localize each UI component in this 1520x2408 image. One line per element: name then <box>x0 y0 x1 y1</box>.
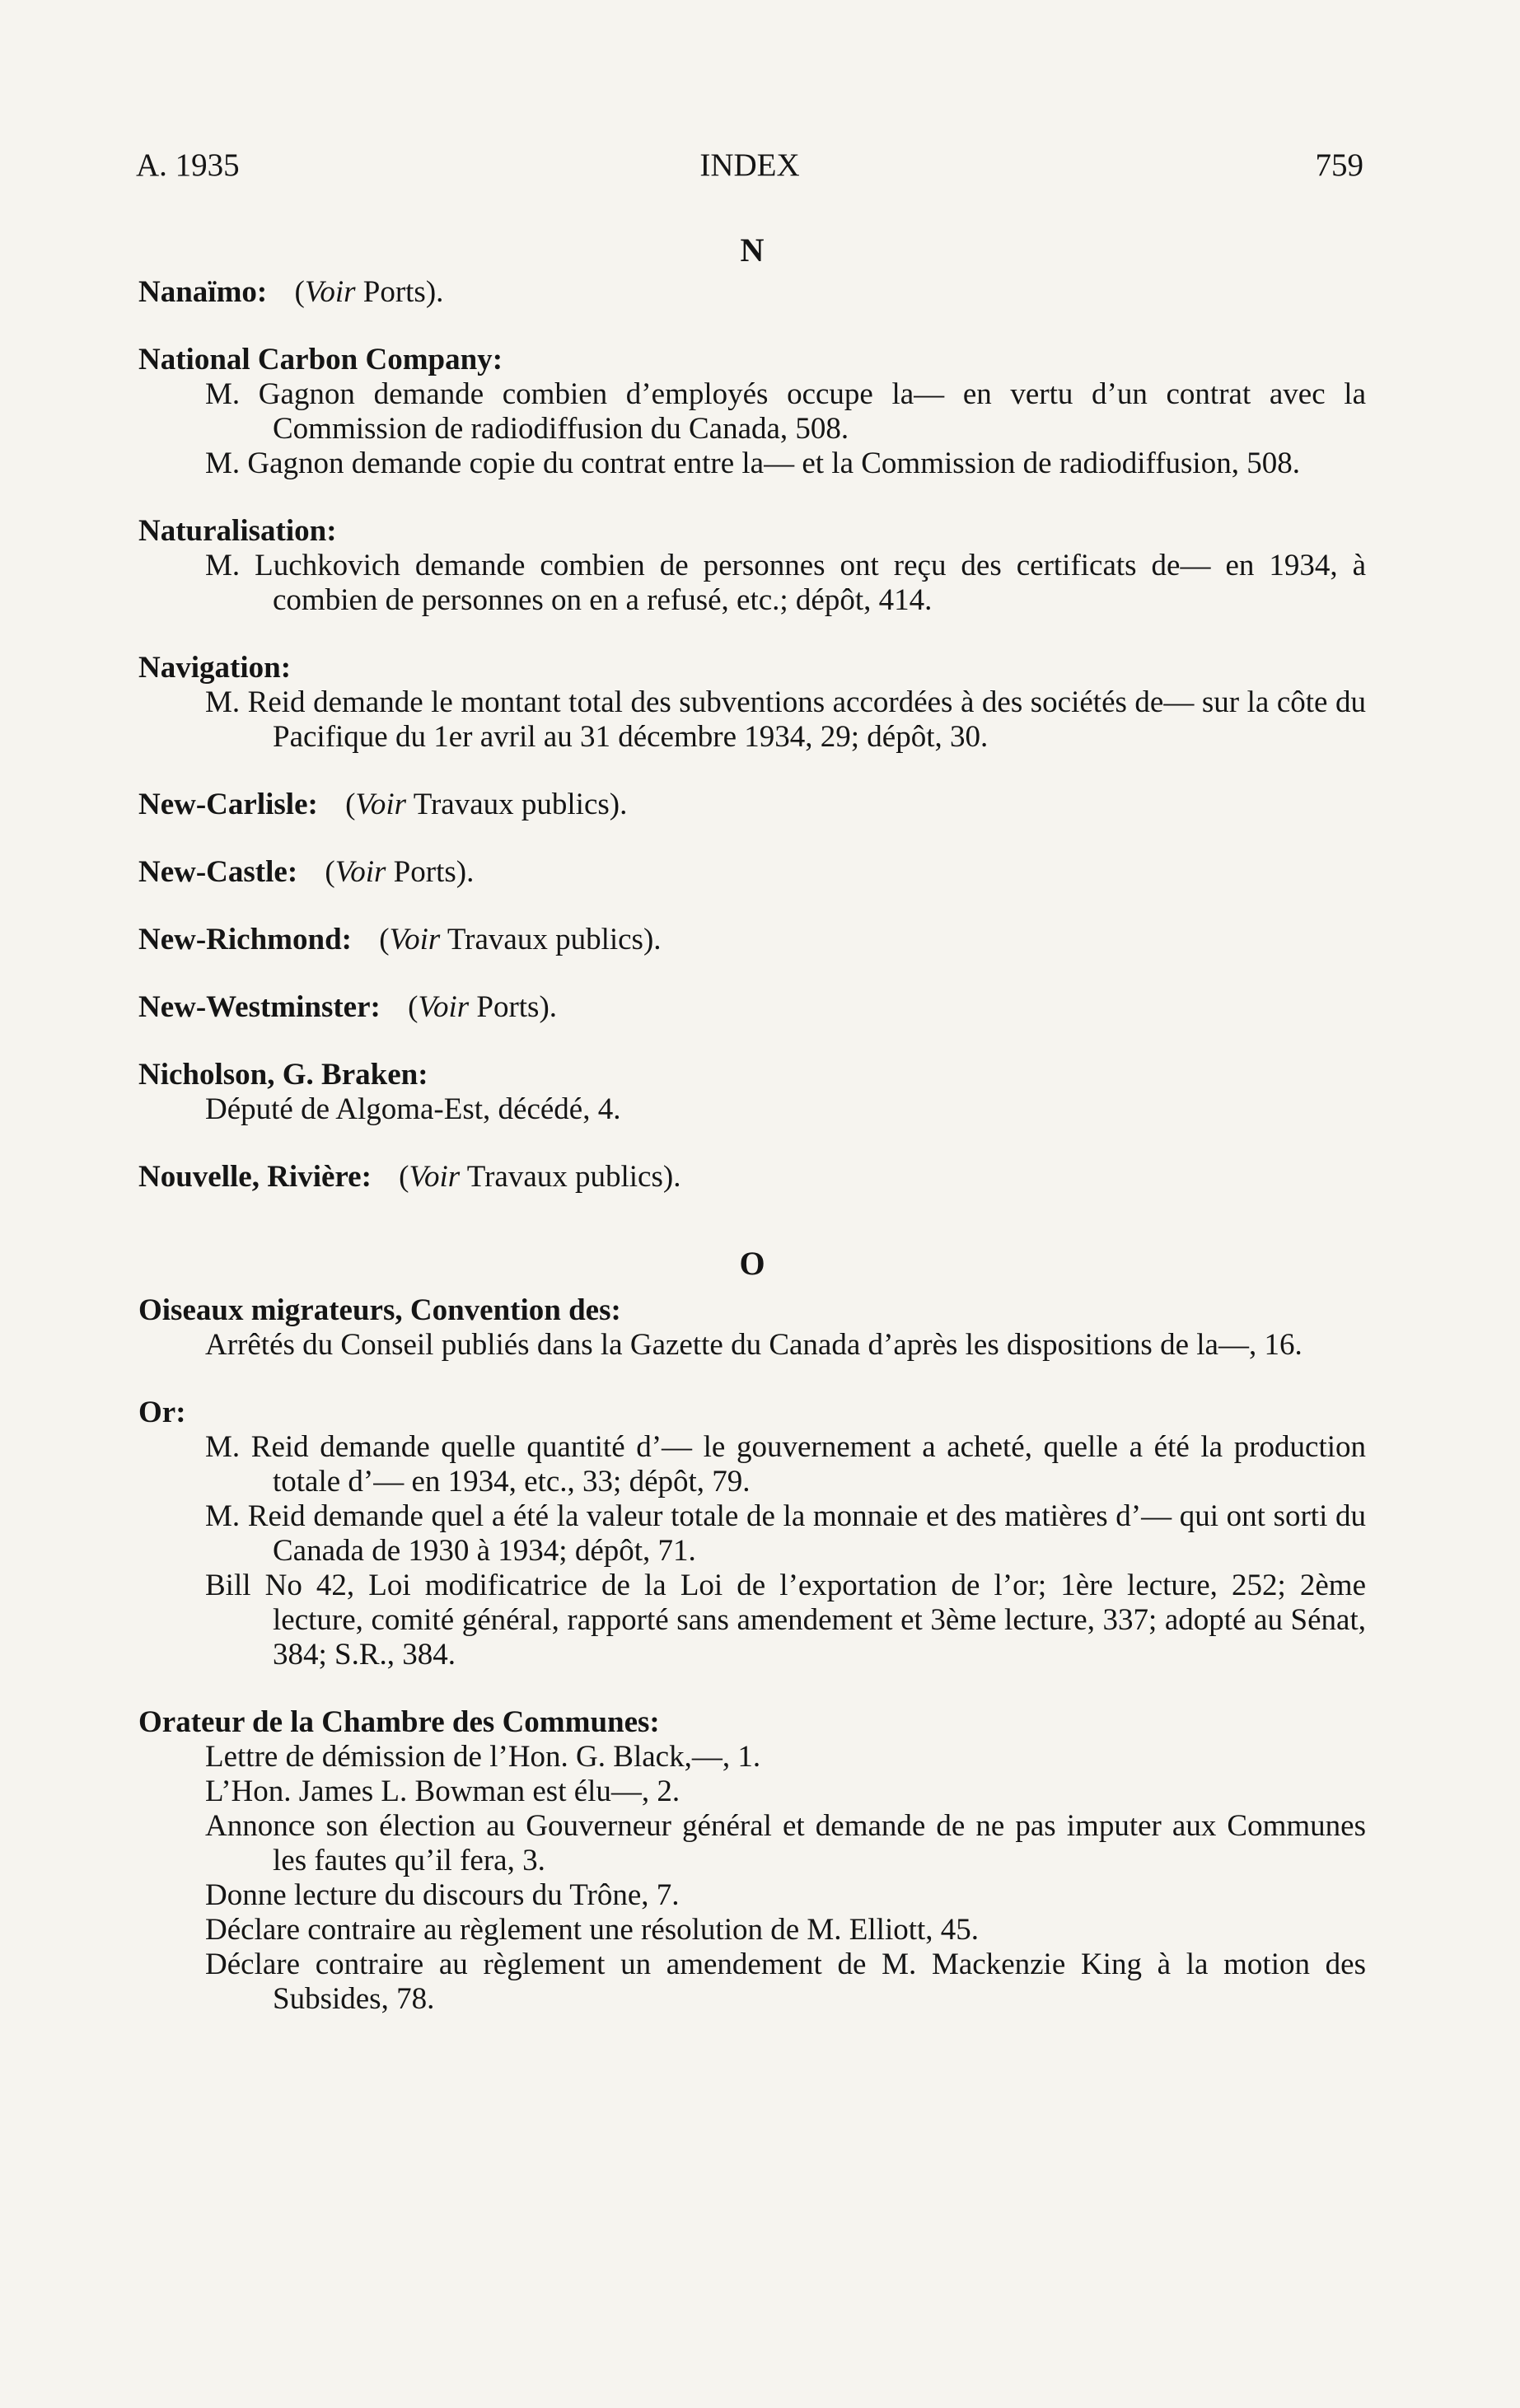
index-entry-navigation: Navigation: M. Reid demande le montant total des subventions accordées à des sociétés de— sur la côte du Pacifique du 1er avril au 31 décembre 1934, 29; dépôt, 30. <box>138 651 1366 754</box>
sub-entry: M. Reid demande le montant total des subventions accordées à des sociétés de— sur la côte du Pacifique du 1er avril au 31 décembre 1934, 29; dépôt, 30. <box>205 685 1366 754</box>
entry-heading: Or <box>138 1396 176 1429</box>
see-reference: (Voir Travaux publics). <box>399 1160 681 1194</box>
entry-heading: New-Castle <box>138 855 288 889</box>
sub-entry: Donne lecture du discours du Trône, 7. <box>205 1878 680 1912</box>
index-entry-oiseaux-migrateurs: Oiseaux migrateurs, Convention des: Arrêtés du Conseil publiés dans la Gazette du Canada d’après les dispositions de la—, 16. <box>138 1293 1366 1363</box>
header-year: A. 1935 <box>136 147 240 183</box>
index-entry-naturalisation: Naturalisation: M. Luchkovich demande combien de personnes ont reçu des certificats de— en 1934, à combien de personnes on en a refusé, etc.; dépôt, 414. <box>138 514 1366 617</box>
sub-entry: Député de Algoma-Est, décédé, 4. <box>205 1092 621 1126</box>
index-entry-new-richmond: New-Richmond: (Voir Travaux publics). <box>138 923 662 956</box>
sub-entry: Déclare contraire au règlement un amendement de M. Mackenzie King à la motion des Subsides, 78. <box>205 1947 1366 2016</box>
see-reference: (Voir Travaux publics). <box>345 788 628 821</box>
sub-entry: M. Reid demande quelle quantité d’— le gouvernement a acheté, quelle a été la production totale d’— en 1934, etc., 33; dépôt, 79. <box>205 1430 1366 1499</box>
sub-entry: M. Gagnon demande combien d’employés occupe la— en vertu d’un contrat avec la Commission de radiodiffusion du Canada, 508. <box>205 377 1366 446</box>
entry-heading: Nicholson, G. Braken <box>138 1058 419 1092</box>
sub-entry: M. Reid demande quel a été la valeur totale de la monnaie et des matières d’— qui ont sorti du Canada de 1930 à 1934; dépôt, 71. <box>205 1499 1366 1568</box>
index-entry-new-castle: New-Castle: (Voir Ports). <box>138 855 475 889</box>
page-header <box>136 147 1363 196</box>
entry-heading: Nanaïmo <box>138 275 257 309</box>
sub-entry: M. Luchkovich demande combien de personnes ont reçu des certificats de— en 1934, à combien de personnes on en a refusé, etc.; dépôt, 414. <box>205 549 1366 617</box>
entry-heading: New-Richmond <box>138 923 342 956</box>
page-number: 759 <box>1315 147 1363 183</box>
entry-heading: Oiseaux migrateurs, Convention des <box>138 1293 611 1327</box>
section-letter-o: O <box>739 1245 765 1282</box>
index-entry-new-westminster: New-Westminster: (Voir Ports). <box>138 990 558 1024</box>
index-content <box>138 232 1366 2017</box>
index-entry-national-carbon: National Carbon Company: M. Gagnon demande combien d’employés occupe la— en vertu d’un contrat avec la Commission de radiodiffusion du Canada, 508. M. Gagnon demande copie du contrat entre la— et la Commission de radiodiffusion, 508. <box>138 343 1366 480</box>
entry-heading: New-Carlisle <box>138 788 308 821</box>
entry-heading: Navigation <box>138 651 281 685</box>
sub-entry: Arrêtés du Conseil publiés dans la Gazette du Canada d’après les dispositions de la—, 16. <box>205 1328 1303 1362</box>
sub-entry: Annonce son élection au Gouverneur général et demande de ne pas imputer aux Communes les fautes qu’il fera, 3. <box>205 1809 1366 1877</box>
header-title: INDEX <box>699 147 800 183</box>
index-entry-or: Or: M. Reid demande quelle quantité d’— le gouvernement a acheté, quelle a été la production totale d’— en 1934, etc., 33; dépôt, 79. M. Reid demande quel a été la valeur totale de la monnaie et des matières d’— qui ont sorti du Canada de 1930 à 1934; dépôt, 71. Bill No 42, Loi modificatrice de la Loi de l’exportation de l’or; 1ère lecture, 252; 2ème lecture, comité général, rapporté sans amendement et 3ème lecture, 337; adopté au Sénat, 384; S.R., 384. <box>138 1396 1366 1672</box>
sub-entry: L’Hon. James L. Bowman est élu—, 2. <box>205 1774 680 1808</box>
entry-heading: Naturalisation <box>138 514 327 548</box>
entry-heading: National Carbon Company <box>138 343 493 376</box>
see-reference: (Voir Ports). <box>325 855 475 889</box>
see-reference: (Voir Ports). <box>294 275 444 309</box>
sub-entry: M. Gagnon demande copie du contrat entre la— et la Commission de radiodiffusion, 508. <box>205 447 1300 480</box>
see-reference: (Voir Travaux publics). <box>379 923 662 956</box>
sub-entry: Lettre de démission de l’Hon. G. Black,—, 1. <box>205 1740 761 1774</box>
entry-heading: Nouvelle, Rivière <box>138 1160 362 1194</box>
entry-heading: Orateur de la Chambre des Communes <box>138 1705 650 1739</box>
index-entry-nicholson: Nicholson, G. Braken: Député de Algoma-Est, décédé, 4. <box>138 1058 1366 1127</box>
index-entry-orateur: Orateur de la Chambre des Communes: Lettre de démission de l’Hon. G. Black,—, 1. L’Hon. James L. Bowman est élu—, 2. Annonce son élection au Gouverneur général et demande de ne pas imputer aux Communes les fautes qu’il fera, 3. Donne lecture du discours du Trône, 7. Déclare contraire au règlement une résolution de M. Elliott, 45. Déclare contraire au règlement un amendement de M. Mackenzie King à la motion des Subsides, 78. <box>138 1705 1366 2016</box>
index-entry-nouvelle-riviere: Nouvelle, Rivière: (Voir Travaux publics). <box>138 1160 681 1194</box>
index-entry-new-carlisle: New-Carlisle: (Voir Travaux publics). <box>138 788 628 821</box>
see-reference: (Voir Ports). <box>408 990 558 1024</box>
index-entry-nanaimo: Nanaïmo: (Voir Ports). <box>138 275 444 309</box>
sub-entry: Bill No 42, Loi modificatrice de la Loi de l’exportation de l’or; 1ère lecture, 252; 2ème lecture, comité général, rapporté sans amendement et 3ème lecture, 337; adopté au Sénat, 384; S.R., 384. <box>205 1569 1366 1672</box>
sub-entry: Déclare contraire au règlement une résolution de M. Elliott, 45. <box>205 1913 980 1947</box>
section-letter-n: N <box>740 231 765 269</box>
entry-heading: New-Westminster <box>138 990 371 1024</box>
